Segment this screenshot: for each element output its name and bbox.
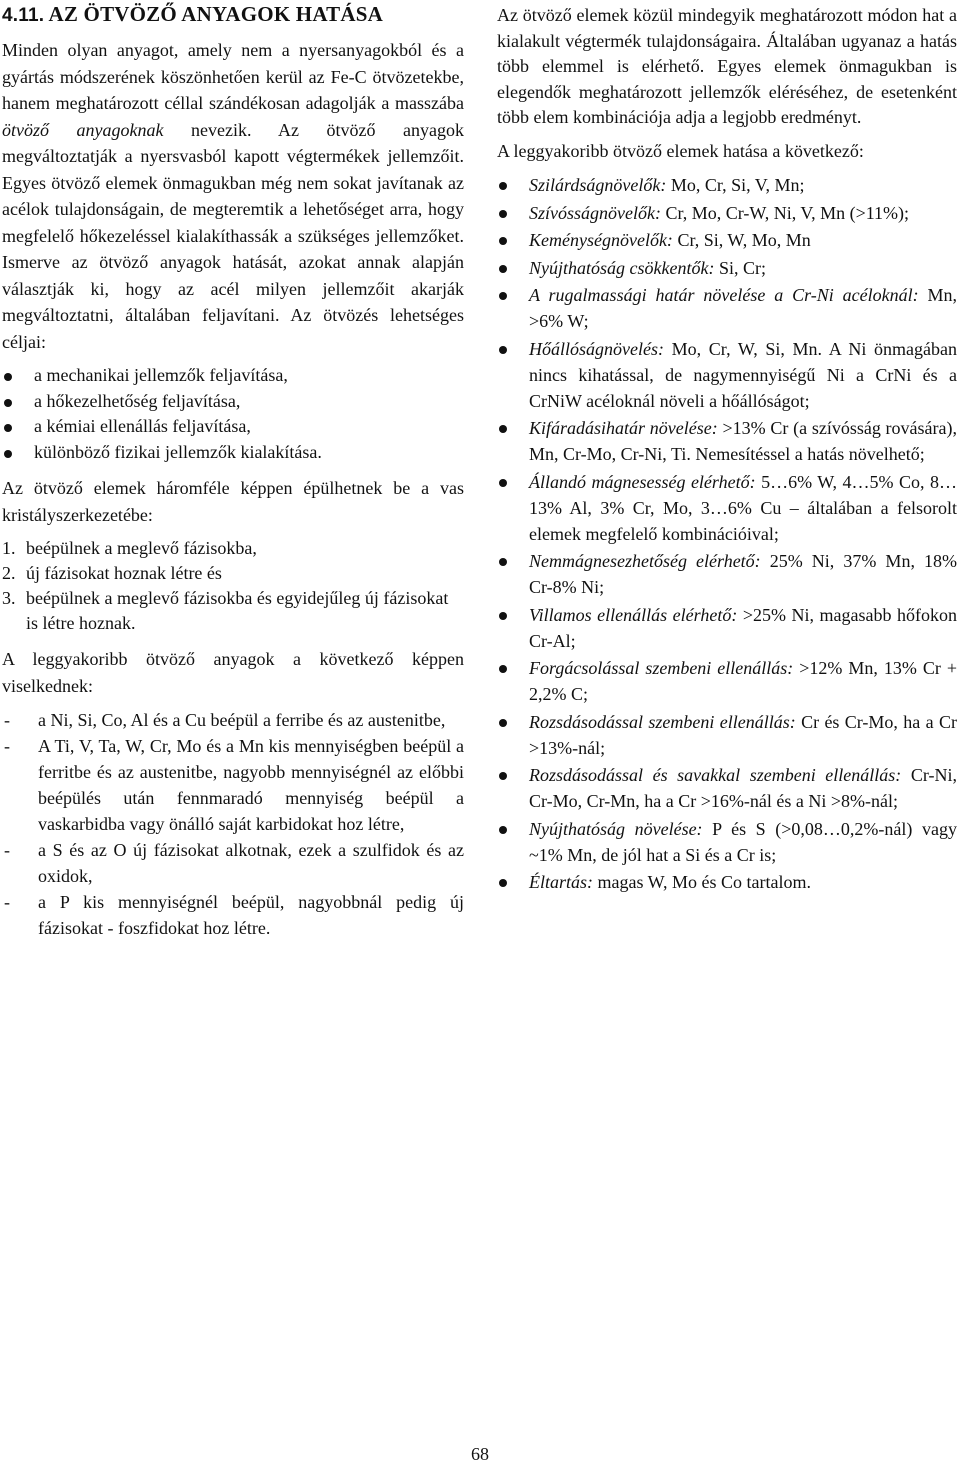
effect-elements: Mo, Cr, W, Si, Mn. A Ni önmagában nincs kihatással, de nagymennyiségű Ni a CrNi és a CrNiW acéloknál növeli a hőállóságot; [529,338,957,411]
left-column [2,0,464,941]
behaviour-paragraph: A leggyakoribb ötvöző anyagok a következő képpen viselkednek: [2,649,464,696]
list-dash: - [4,736,10,756]
effect-elements: 5…6% W, 4…5% Co, 8…13% Al, 3% Cr, Mo, 3…6% Cu – általában a felsorolt elemek megfelelő kombinációival; [529,471,957,544]
effect-elements: >25% Ni, magasabb hőfokon Cr-Al; [529,604,957,651]
effect-elements: P és S (>0,08…0,2%-nál) vagy ~1% Mn, de jól hat a Si és a Cr is; [529,818,957,865]
integration-modes-list [2,536,464,636]
element-effects-list [497,172,957,895]
effect-term: Nyújthatóság csökkentők: [529,257,715,278]
section-number: 4.11. [2,5,45,26]
list-text: beépülnek a meglevő fázisokba, [26,538,257,558]
effect-term: A rugalmassági határ növelése a Cr-Ni acéloknál: [529,285,919,305]
page-number: 68 [471,1444,489,1464]
list-item [497,469,957,547]
list-item [497,816,957,868]
intro-text-start: Minden olyan anyagot, amely nem a nyersanyagokból és a gyártás módszerének köszönhetően kerül az Fe-C ötvözetekbe, hanem meghatározott céllal szándékosan adagolják a masszába [2,40,464,113]
list-item [2,733,464,837]
effect-term: Szívósságnövelők: [529,202,661,223]
intro-paragraph [2,37,464,355]
list-number: 3. [2,588,16,608]
list-item [497,548,957,600]
list-item [497,602,957,654]
list-item [2,837,464,889]
list-item [497,762,957,814]
effect-term: Kifáradásihatár növelése: [529,418,718,438]
list-text: a S és az O új fázisokat alkotnak, ezek a szulfidok és az oxidok, [38,840,464,886]
effect-elements: 25% Ni, 37% Mn, 18% Cr-8% Ni; [529,551,958,597]
effects-intro-paragraph: Az ötvöző elemek közül mindegyik meghatározott módon hat a kialakult végtermék tulajdonságaira. Általában ugyanaz a hatás több elemmel is elérhető. Egyes elemek önmagukban is elegendők meghatározott jellemzők eléréséhez, de esetenként több elem kombinációja adja a legjobb eredményt. [497,5,957,127]
intro-text-end: nevezik. Az ötvöző anyagok megváltoztatják a nyersvasból kapott végtermékek jellemzőit. Egyes ötvöző elemek önmagukban még nem sokat javítanak az acélok tulajdonságain, de megteremtik a lehetőséget arra, hogy megfelelő hőkezeléssel kialakíthassák a szükséges jellemzőket. Ismerve az ötvöző anyagok hatását, azokat annak alapján választják ki, hogy az acél milyen jellemzőit akarják megváltoztatni, általában feljavítani. Az ötvözés lehetséges céljai: [2,119,464,352]
list-item: a hőkezelhetőség feljavítása, [2,389,464,415]
list-dash: - [4,710,10,730]
effect-term: Hőállóságnövelés: [529,338,664,359]
effect-elements: Cr-Ni, Cr-Mo, Cr-Mn, ha a Cr >16%-nál és a Ni >8%-nál; [529,765,957,811]
list-item [2,536,464,561]
right-column [497,0,957,905]
list-item: különböző fizikai jellemzők kialakítása. [2,440,464,466]
effect-term: Nyújthatóság növelése: [529,818,703,839]
list-item [497,282,957,334]
list-item [2,707,464,733]
list-item [497,709,957,761]
effect-term: Nemmágnesezhetőség elérhető: [529,551,761,571]
list-item [497,869,957,895]
term-alloying-materials: ötvöző anyagoknak [2,119,164,140]
effect-elements: Cr, Si, W, Mo, Mn [672,230,811,250]
effect-term: Rozsdásodással és savakkal szembeni ellenállás: [529,765,902,785]
effect-elements: Cr és Cr-Mo, ha a Cr >13%-nál; [529,711,957,758]
list-item [497,172,957,198]
list-text: beépülnek a meglevő fázisokba és egyidejűleg új fázisokat is létre hoznak. [26,588,449,633]
list-item: a kémiai ellenállás feljavítása, [2,414,464,440]
section-title: AZ ÖTVÖZŐ ANYAGOK HATÁSA [48,2,383,26]
list-item [497,200,957,226]
list-text: új fázisokat hoznak létre és [26,563,222,583]
list-dash: - [4,892,10,912]
list-item [497,655,957,707]
list-item [497,255,957,281]
list-item [497,227,957,253]
alloying-goals-list [2,363,464,465]
effect-term: Szilárdságnövelők: [529,175,667,195]
effect-elements: >12% Mn, 13% Cr + 2,2% C; [529,658,957,704]
effect-elements: magas W, Mo és Co tartalom. [593,872,811,892]
effect-elements: >13% Cr (a szívósság rovására), Mn, Cr-Mo, Cr-Ni, Ti. Nemesítéssel a hatás növelhető; [529,418,958,464]
list-item [497,415,957,467]
list-item [2,586,464,636]
list-number: 1. [2,538,16,558]
list-text: a Ni, Si, Co, Al és a Cu beépül a ferribe és az austenitbe, [38,710,446,730]
effect-term: Villamos ellenállás elérhető: [529,604,738,625]
section-heading [2,2,464,27]
list-number: 2. [2,563,16,583]
effect-elements: Mn, >6% W; [529,285,957,331]
list-item: a mechanikai jellemzők feljavítása, [2,363,464,389]
effect-term: Állandó mágnesesség elérhető: [529,471,756,492]
integration-paragraph: Az ötvöző elemek háromféle képpen épülhetnek be a vas kristályszerkezetébe: [2,478,464,525]
effect-term: Rozsdásodással szembeni ellenállás: [529,711,796,732]
behaviour-list [2,707,464,941]
list-item [497,336,957,414]
effect-elements: Cr, Mo, Cr-W, Ni, V, Mn (>11%); [660,202,910,223]
effect-elements: Mo, Cr, Si, V, Mn; [666,175,805,195]
effect-elements: Si, Cr; [714,257,766,278]
list-text: A Ti, V, Ta, W, Cr, Mo és a Mn kis mennyiségben beépül a ferritbe és az austenitbe, nagyobb mennyiségnél az előbbi beépülés után fennmaradó mennyiség beépül a vaskarbidba vagy önálló saját karbidokat hoz létre, [38,736,464,834]
effect-term: Keménységnövelők: [529,230,673,250]
effects-lead-paragraph: A leggyakoribb ötvöző elemek hatása a következő: [497,140,864,161]
effect-term: Forgácsolással szembeni ellenállás: [529,658,794,678]
list-dash: - [4,840,10,860]
effect-term: Éltartás: [529,872,594,892]
list-item [2,561,464,586]
list-text: a P kis mennyiségnél beépül, nagyobbnál pedig új fázisokat - foszfidokat hoz létre. [38,892,464,938]
list-item [2,889,464,941]
